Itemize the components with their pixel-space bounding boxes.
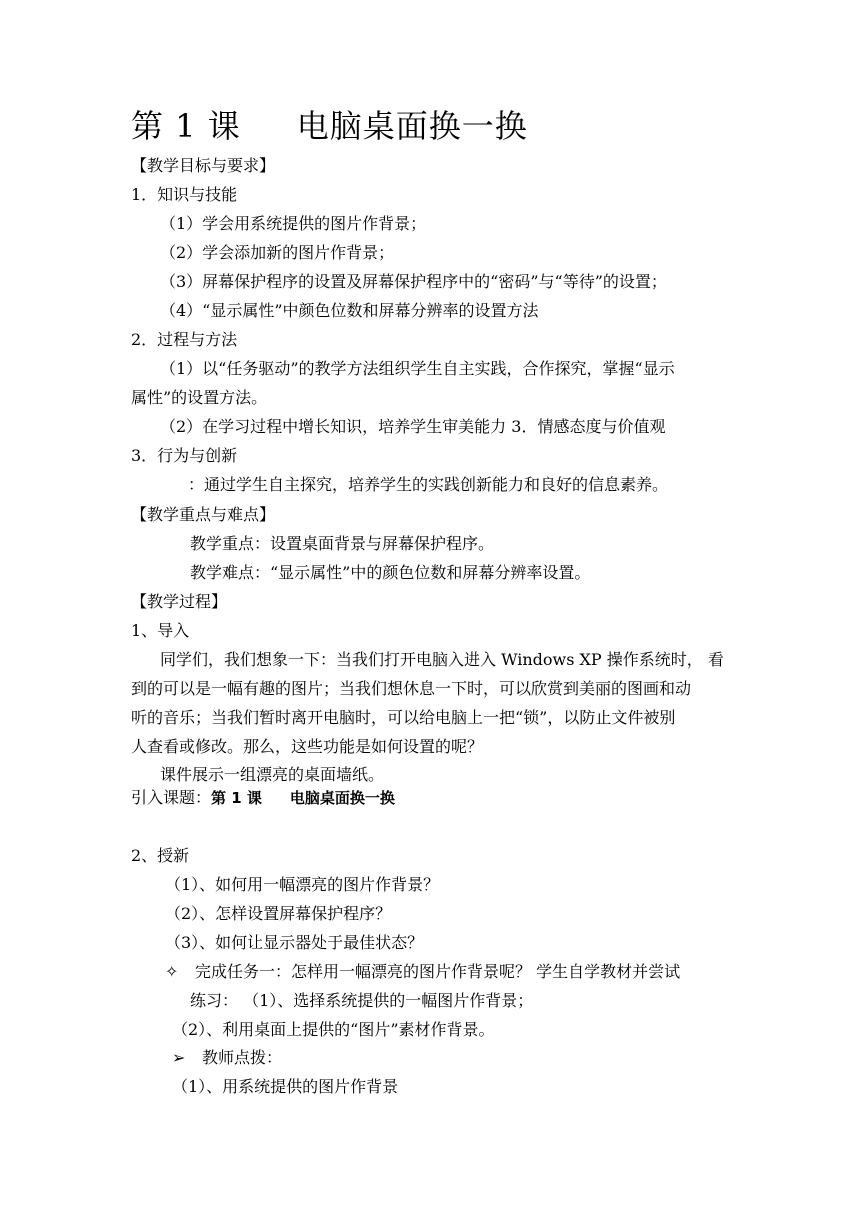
subheading-behavior: 3．行为与创新 bbox=[131, 446, 238, 465]
subheading-process: 2．过程与方法 bbox=[131, 330, 238, 349]
intro-topic-line bbox=[131, 788, 395, 808]
section-heading-goals: 【教学目标与要求】 bbox=[131, 156, 276, 175]
paragraph-line: （2）在学习过程中增长知识，培养学生审美能力 3．情感态度与价值观 bbox=[160, 417, 666, 436]
paragraph-line: 到的可以是一幅有趣的图片；当我们想休息一下时，可以欣赏到美丽的图画和动 bbox=[131, 679, 692, 698]
lesson-name: 电脑桌面换一换 bbox=[296, 107, 528, 145]
keypoint-line: 教学重点：设置桌面背景与屏幕保护程序。 bbox=[190, 534, 495, 553]
intro-name: 电脑桌面换一换 bbox=[289, 789, 395, 807]
task-text: 完成任务一：怎样用一幅漂亮的图片作背景呢？ 学生自学教材并尝试 bbox=[195, 962, 681, 981]
paragraph-line: 属性”的设置方法。 bbox=[131, 388, 268, 407]
subheading-knowledge: 1．知识与技能 bbox=[131, 185, 238, 204]
goal-item: （3）屏幕保护程序的设置及屏幕保护程序中的“密码”与“等待”的设置； bbox=[160, 272, 667, 291]
paragraph-line: 课件展示一组漂亮的桌面墙纸。 bbox=[160, 765, 385, 784]
paragraph-line: 人查看或修改。那么，这些功能是如何设置的呢？ bbox=[131, 737, 484, 756]
subheading-intro: 1、导入 bbox=[131, 621, 190, 640]
paragraph-line: （1）以“任务驱动”的教学方法组织学生自主实践，合作探究，掌握“显示 bbox=[160, 359, 675, 378]
intro-prefix: 引入课题： bbox=[131, 788, 212, 807]
question-item: （3）、如何让显示器处于最佳状态？ bbox=[165, 933, 424, 952]
goal-item: （4）“显示属性”中颜色位数和屏幕分辨率的设置方法 bbox=[160, 301, 539, 320]
question-item: （2）、怎样设置屏幕保护程序？ bbox=[165, 904, 392, 923]
goal-item: （1）学会用系统提供的图片作背景； bbox=[160, 214, 427, 233]
intro-lesson: 第 1 课 bbox=[211, 789, 262, 807]
page-title bbox=[131, 106, 528, 146]
teacher-tip-text: 教师点拨： bbox=[202, 1048, 283, 1067]
diamond-bullet-icon: ✧ bbox=[165, 962, 179, 981]
paragraph-line: 同学们，我们想象一下：当我们打开电脑入进入 Windows XP 操作系统时， 看 bbox=[160, 650, 724, 669]
section-heading-process: 【教学过程】 bbox=[131, 592, 228, 611]
arrow-bullet-icon: ➢ bbox=[172, 1048, 186, 1067]
difficulty-line: 教学难点：“显示属性”中的颜色位数和屏幕分辨率设置。 bbox=[190, 563, 591, 582]
goal-item: （2）学会添加新的图片作背景； bbox=[160, 243, 395, 262]
paragraph-line: 听的音乐；当我们暂时离开电脑时，可以给电脑上一把“锁”，以防止文件被别 bbox=[131, 708, 676, 727]
tip-item: （1）、用系统提供的图片作背景 bbox=[172, 1077, 399, 1096]
lesson-number: 第 1 课 bbox=[131, 107, 241, 145]
section-heading-keypoints: 【教学重点与难点】 bbox=[131, 505, 276, 524]
task-line: （2）、利用桌面上提供的“图片”素材作背景。 bbox=[172, 1020, 495, 1039]
task-line: 练习： （1）、选择系统提供的一幅图片作背景； bbox=[190, 991, 534, 1010]
teacher-tip-line bbox=[172, 1048, 282, 1068]
task-line bbox=[165, 962, 680, 982]
question-item: （1）、如何用一幅漂亮的图片作背景？ bbox=[165, 875, 440, 894]
paragraph-line: ：通过学生自主探究，培养学生的实践创新能力和良好的信息素养。 bbox=[188, 475, 669, 494]
subheading-new: 2、授新 bbox=[131, 846, 190, 865]
